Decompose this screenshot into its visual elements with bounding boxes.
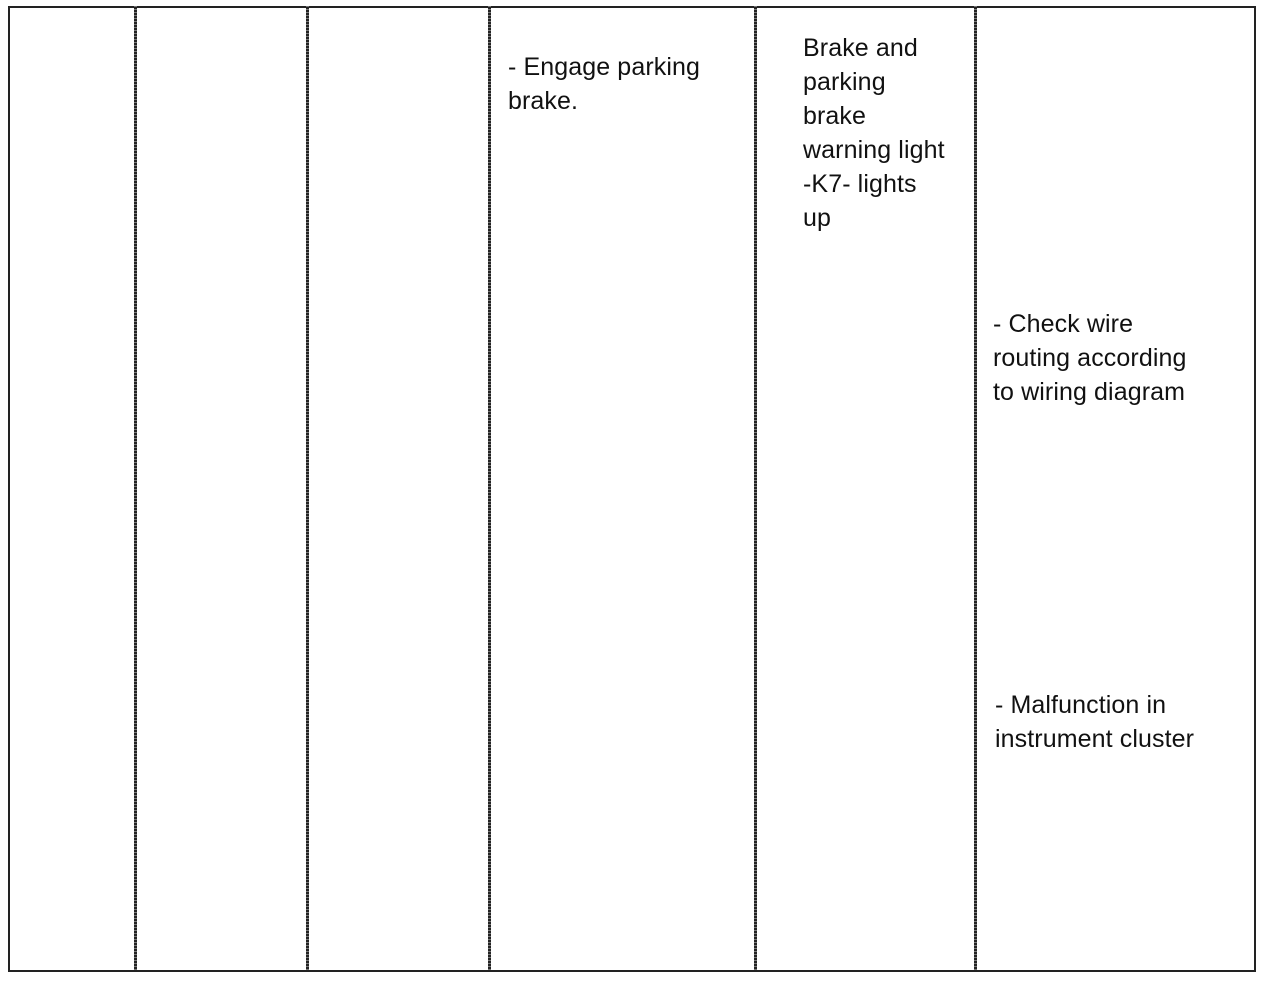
- remedy-cell-text-2: - Malfunction in instrument cluster: [995, 691, 1195, 753]
- table-frame: [8, 6, 1256, 972]
- remedy-cell-text-1: - Check wire routing according to wiring diagram: [993, 310, 1187, 406]
- column-divider-1: [134, 6, 137, 972]
- instruction-cell-text: - Engage parking brake.: [508, 53, 701, 115]
- expected-result-cell-text: Brake and parking brake warning light -K7- lights up: [803, 34, 945, 232]
- column-divider-3: [488, 6, 491, 972]
- column-divider-5: [974, 6, 977, 972]
- column-divider-4: [754, 6, 757, 972]
- column-divider-2: [306, 6, 309, 972]
